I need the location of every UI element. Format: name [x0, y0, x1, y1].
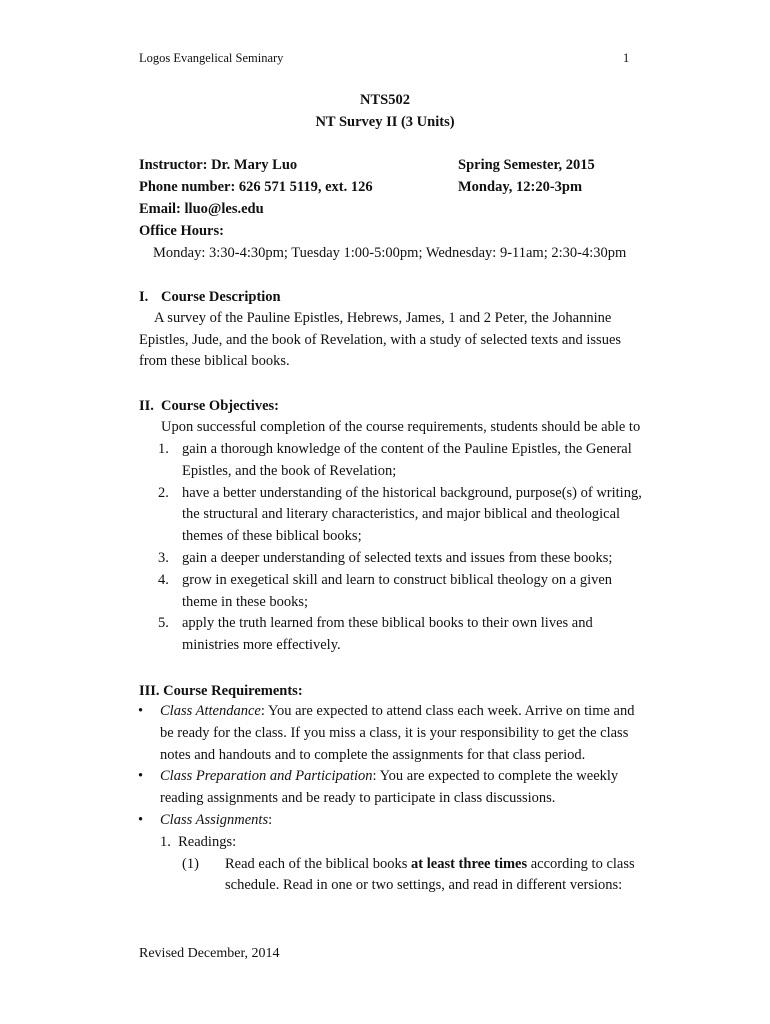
readings-emphasis: at least three times: [411, 855, 528, 872]
objective-item: [158, 548, 642, 570]
objective-line: have a better understanding of the historical background, purpose(s) of writing,: [182, 484, 642, 501]
assignments-colon: :: [268, 811, 273, 828]
assignments-label: Class Assignments: [160, 811, 269, 828]
objective-line: apply the truth learned from these biblical books to their own lives and: [182, 615, 593, 632]
objectives-intro: Upon successful completion of the course requirements, students should be able to: [161, 419, 641, 435]
objective-item: [158, 570, 642, 614]
preparation-text: : You are expected to complete the weekly: [372, 768, 619, 785]
readings-text: according to class: [527, 855, 635, 872]
readings-subitem-number: (1): [182, 855, 199, 872]
preparation-label: Class Preparation and Participation: [160, 768, 373, 785]
objective-line: gain a deeper understanding of selected texts and issues from these books;: [182, 549, 613, 566]
bullet: •: [138, 811, 144, 828]
attendance-text: be ready for the class. If you miss a class, it is your responsibility to get the class: [160, 724, 629, 741]
requirement-assignments: [138, 810, 638, 832]
requirements-list: [138, 701, 638, 897]
requirement-preparation: [138, 766, 638, 810]
objective-line: ministries more effectively.: [182, 637, 341, 654]
course-code: NTS502: [360, 92, 410, 108]
objective-number: 4.: [158, 571, 169, 588]
page-number: 1: [623, 51, 630, 65]
course-description: [139, 308, 621, 373]
description-line: A survey of the Pauline Epistles, Hebrews, James, 1 and 2 Peter, the Johannine: [154, 310, 612, 326]
meeting-time: Monday, 12:20-3pm: [458, 179, 583, 195]
section-1-number: I.: [139, 289, 149, 305]
objective-line: themes of these biblical books;: [182, 528, 362, 545]
objective-number: 2.: [158, 484, 169, 501]
objective-line: the structural and literary characteristics, and major biblical and theological: [182, 506, 621, 523]
objective-number: 5.: [158, 615, 169, 632]
objective-line: theme in these books;: [182, 593, 309, 610]
description-line: from these biblical books.: [139, 353, 290, 370]
readings-text: schedule. Read in one or two settings, and read in different versions:: [225, 877, 623, 894]
preparation-text: reading assignments and be ready to participate in class discussions.: [160, 790, 556, 807]
attendance-text: : You are expected to attend class each week. Arrive on time and: [260, 703, 635, 719]
objective-number: 3.: [158, 549, 169, 566]
bullet: •: [138, 768, 144, 785]
requirement-attendance: [138, 701, 638, 766]
description-line: Epistles, Jude, and the book of Revelation, with a study of selected texts and issues: [139, 331, 622, 348]
phone: Phone number: 626 571 5119, ext. 126: [139, 179, 373, 195]
readings-item: 1. Readings:: [160, 833, 237, 850]
objective-item: [158, 613, 642, 657]
section-2-number: II.: [139, 398, 154, 414]
section-1-heading: Course Description: [161, 289, 281, 305]
instructor: Instructor: Dr. Mary Luo: [139, 157, 298, 173]
email: Email: lluo@les.edu: [139, 201, 264, 217]
readings-subitem: [138, 854, 638, 898]
course-title: NT Survey II (3 Units): [315, 114, 455, 130]
office-hours: Monday: 3:30-4:30pm; Tuesday 1:00-5:00pm; Wednesday: 9-11am; 2:30-4:30pm: [153, 245, 627, 261]
revision-footer: Revised December, 2014: [139, 946, 280, 961]
objective-item: [158, 483, 642, 548]
attendance-label: Class Attendance: [160, 703, 261, 719]
objectives-list: [158, 439, 642, 657]
objective-item: [158, 439, 642, 483]
objective-line: gain a thorough knowledge of the content of the Pauline Epistles, the General: [182, 441, 632, 457]
section-3-heading: III. Course Requirements:: [139, 683, 303, 699]
readings-text: Read each of the biblical books: [225, 855, 412, 872]
semester: Spring Semester, 2015: [458, 157, 595, 173]
running-header: Logos Evangelical Seminary: [139, 51, 284, 65]
bullet: •: [138, 703, 144, 719]
office-hours-label: Office Hours:: [139, 223, 224, 239]
section-2-heading: Course Objectives:: [161, 398, 279, 414]
objective-number: 1.: [158, 441, 169, 457]
attendance-text: notes and handouts and to complete the assignments for that class period.: [160, 746, 586, 763]
objective-line: Epistles, and the book of Revelation;: [182, 462, 397, 479]
objective-line: grow in exegetical skill and learn to construct biblical theology on a given: [182, 571, 613, 588]
